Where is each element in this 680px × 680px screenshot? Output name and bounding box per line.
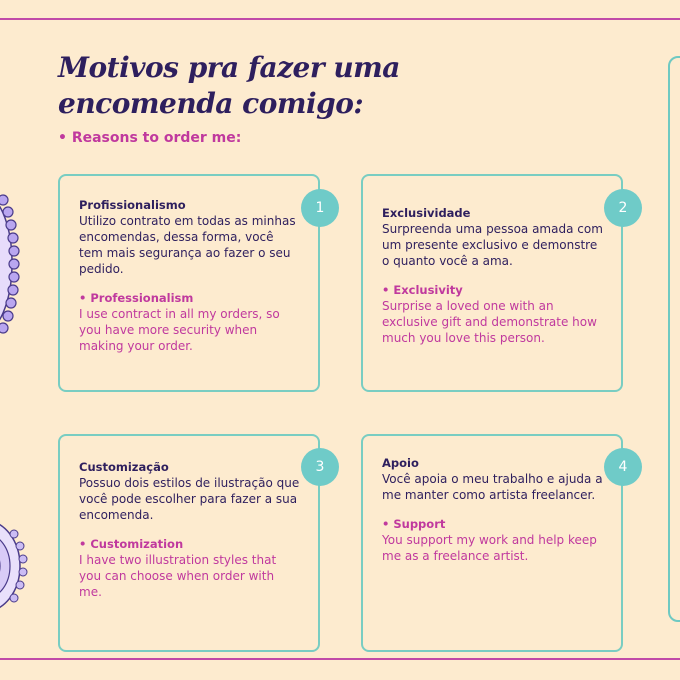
card-text-en: You support my work and help keep me as a freelance artist.	[382, 533, 597, 563]
card-heading-pt: Apoio	[382, 456, 419, 470]
title-line-2: encomenda comigo:	[58, 87, 364, 120]
side-panel-edge	[668, 56, 680, 622]
number-badge-3: 3	[301, 448, 339, 486]
page-subtitle: • Reasons to order me:	[58, 130, 242, 146]
card-text-en: Surprise a loved one with an exclusive gift and demonstrate how much you love this person.	[382, 299, 597, 345]
card-text-en: I have two illustration styles that you can choose when order with me.	[79, 553, 277, 599]
page-title	[58, 50, 400, 122]
reason-card-4	[361, 434, 623, 652]
card-heading-en: • Support	[382, 517, 446, 531]
card-heading-en: • Customization	[79, 537, 184, 551]
lace-ornament-top	[0, 188, 28, 338]
number-badge-4: 4	[604, 448, 642, 486]
card-text-pt: Você apoia o meu trabalho e ajuda a me manter como artista freelancer.	[382, 472, 603, 502]
card-text-pt: Possuo dois estilos de ilustração que você pode escolher para fazer a sua encomenda.	[79, 476, 300, 522]
card-heading-en: • Professionalism	[79, 291, 194, 305]
title-line-1: Motivos pra fazer uma	[58, 51, 400, 84]
number-badge-2: 2	[604, 189, 642, 227]
bottom-divider-line	[0, 658, 680, 660]
reason-card-3	[58, 434, 320, 652]
card-heading-pt: Profissionalismo	[79, 198, 186, 212]
card-text-pt: Utilizo contrato em todas as minhas encomendas, dessa forma, você tem mais segurança ao fazer o seu pedido.	[79, 214, 296, 276]
number-badge-1: 1	[301, 189, 339, 227]
card-heading-en: • Exclusivity	[382, 283, 463, 297]
reason-card-2	[361, 174, 623, 392]
lace-ornament-bottom	[0, 512, 32, 620]
card-text-en: I use contract in all my orders, so you have more security when making your order.	[79, 307, 280, 353]
card-heading-pt: Exclusividade	[382, 206, 471, 220]
card-text-pt: Surpreenda uma pessoa amada com um presente exclusivo e demonstre o quanto você a ama.	[382, 222, 603, 268]
card-heading-pt: Customização	[79, 460, 169, 474]
reason-card-1	[58, 174, 320, 392]
top-divider-line	[0, 18, 680, 20]
